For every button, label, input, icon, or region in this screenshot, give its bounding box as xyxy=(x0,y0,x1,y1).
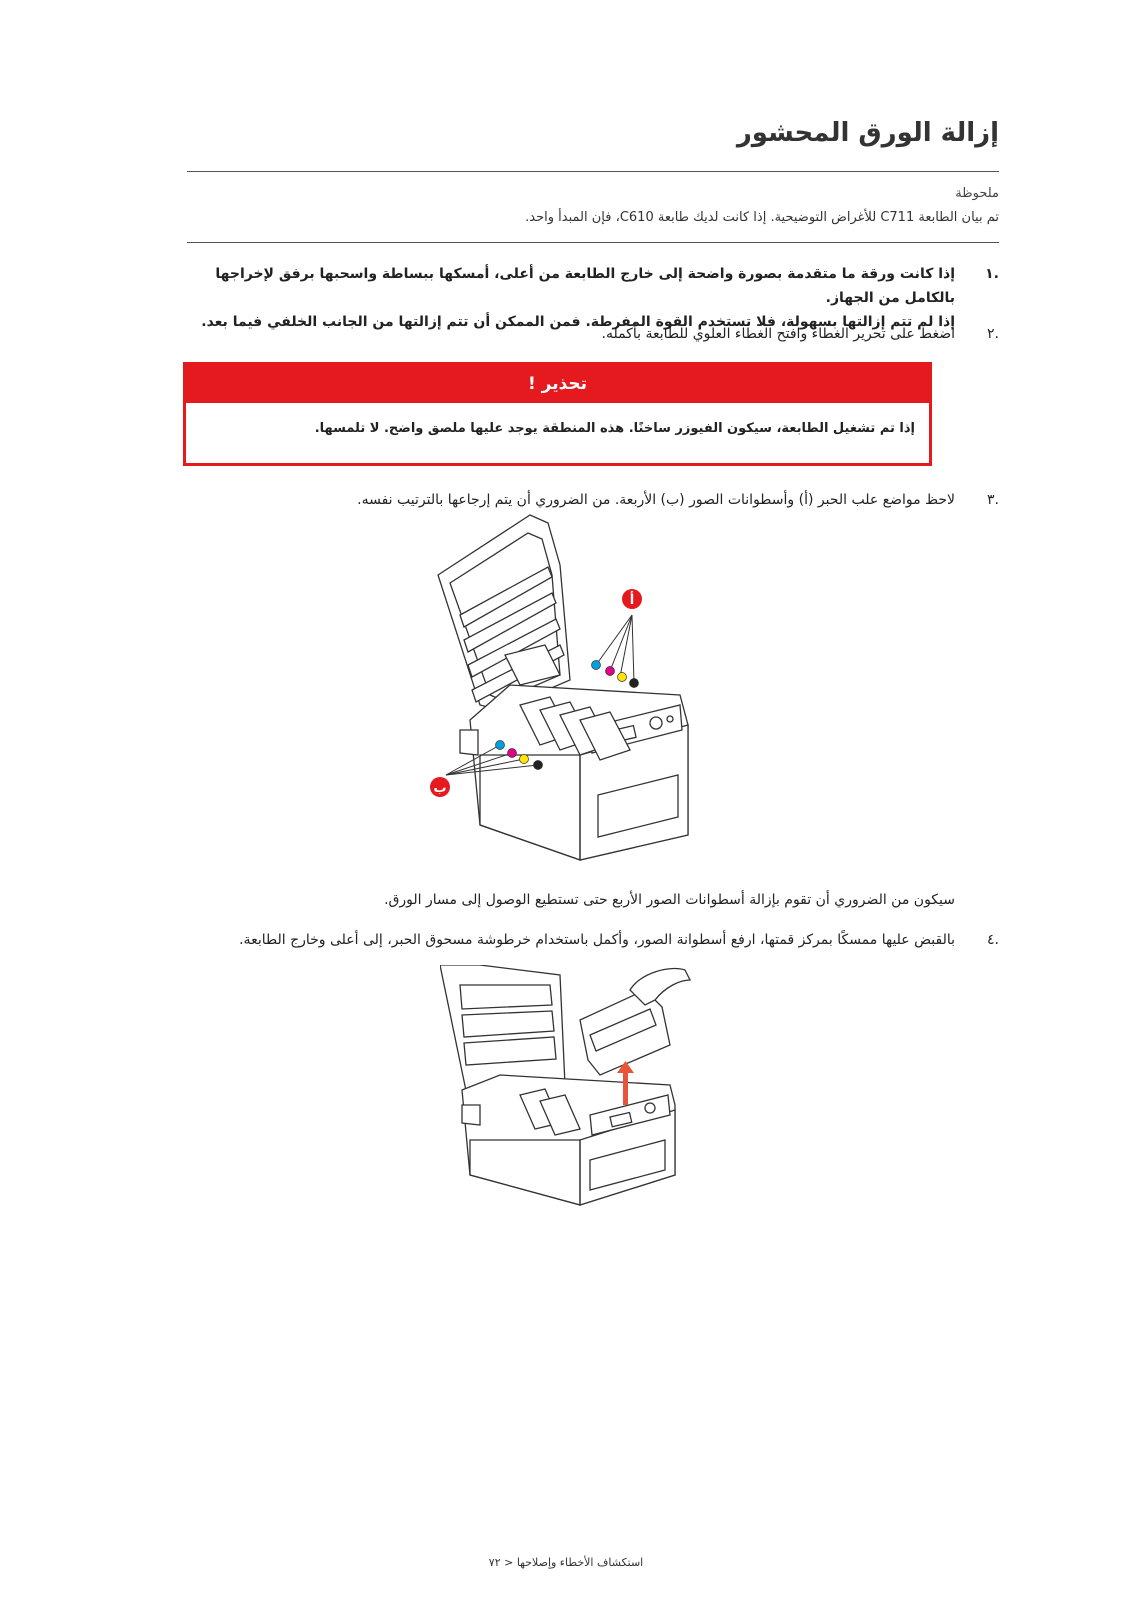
top-rule xyxy=(187,171,999,172)
yellow-dot-a xyxy=(618,673,627,682)
step-number: .٤ xyxy=(987,932,999,948)
label-b: ب xyxy=(433,781,447,796)
step-text: اضغط على تحرير الغطاء وافتح الغطاء العلوي للطابعة بأكمله. xyxy=(601,326,955,342)
step-intro-text: سيكون من الضروري أن تقوم بإزالة أسطوانات الصور الأربع حتى تستطيع الوصول إلى مسار الورق. xyxy=(384,892,955,908)
black-dot-b xyxy=(534,761,543,770)
step-number: .١ xyxy=(985,266,999,282)
label-a: أ xyxy=(629,593,635,608)
step-text: لاحظ مواضع علب الحبر (أ) وأسطوانات الصور (ب) الأربعة. من الضروري أن يتم إرجاعها بالترتيب نفسه. xyxy=(357,492,955,508)
magenta-dot-a xyxy=(606,667,615,676)
warning-box xyxy=(183,362,932,466)
cyan-dot-a xyxy=(592,661,601,670)
note-text: تم بيان الطابعة C711 للأغراض التوضيحية. إذا كانت لديك طابعة C610، فإن المبدأ واحد. xyxy=(525,210,999,225)
step-4 xyxy=(179,888,999,952)
step-text: إذا لم تتم إزالتها بسهولة، فلا تستخدم القوة المفرطة. فمن الممكن أن تتم إزالتها من الجانب الخلفي فيما بعد. xyxy=(201,314,955,330)
warning-heading: تحذير ! xyxy=(186,365,929,403)
black-dot-a xyxy=(630,679,639,688)
step-text: بالقبض عليها ممسكًا بمركز قمتها، ارفع أسطوانة الصور، وأكمل باستخدام خرطوشة مسحوق الحبر، إلى أعلى وخارج الطابعة. xyxy=(239,932,955,948)
step-text: إذا كانت ورقة ما متقدمة بصورة واضحة إلى خارج الطابعة من أعلى، أمسكها ببساطة واسحبها برفق لإخراجها بالكامل من الجهاز. xyxy=(215,266,955,306)
page-footer: استكشاف الأخطاء وإصلاحها < ٧٢ xyxy=(488,1556,644,1569)
note-heading: ملحوظة xyxy=(955,186,999,201)
note-rule xyxy=(187,242,999,243)
page-title: إزالة الورق المحشور xyxy=(736,118,999,148)
warning-text: إذا تم تشغيل الطابعة، سيكون الفيوزر ساخنًا. هذه المنطقة يوجد عليها ملصق واضح. لا تلمسها. xyxy=(314,421,915,436)
cyan-dot-b xyxy=(496,741,505,750)
printer-open-figure xyxy=(420,505,720,865)
step-number: .٣ xyxy=(987,492,999,508)
step-2 xyxy=(179,322,999,346)
drum-removal-figure xyxy=(440,965,700,1225)
step-number: .٢ xyxy=(987,326,999,342)
magenta-dot-b xyxy=(508,749,517,758)
yellow-dot-b xyxy=(520,755,529,764)
